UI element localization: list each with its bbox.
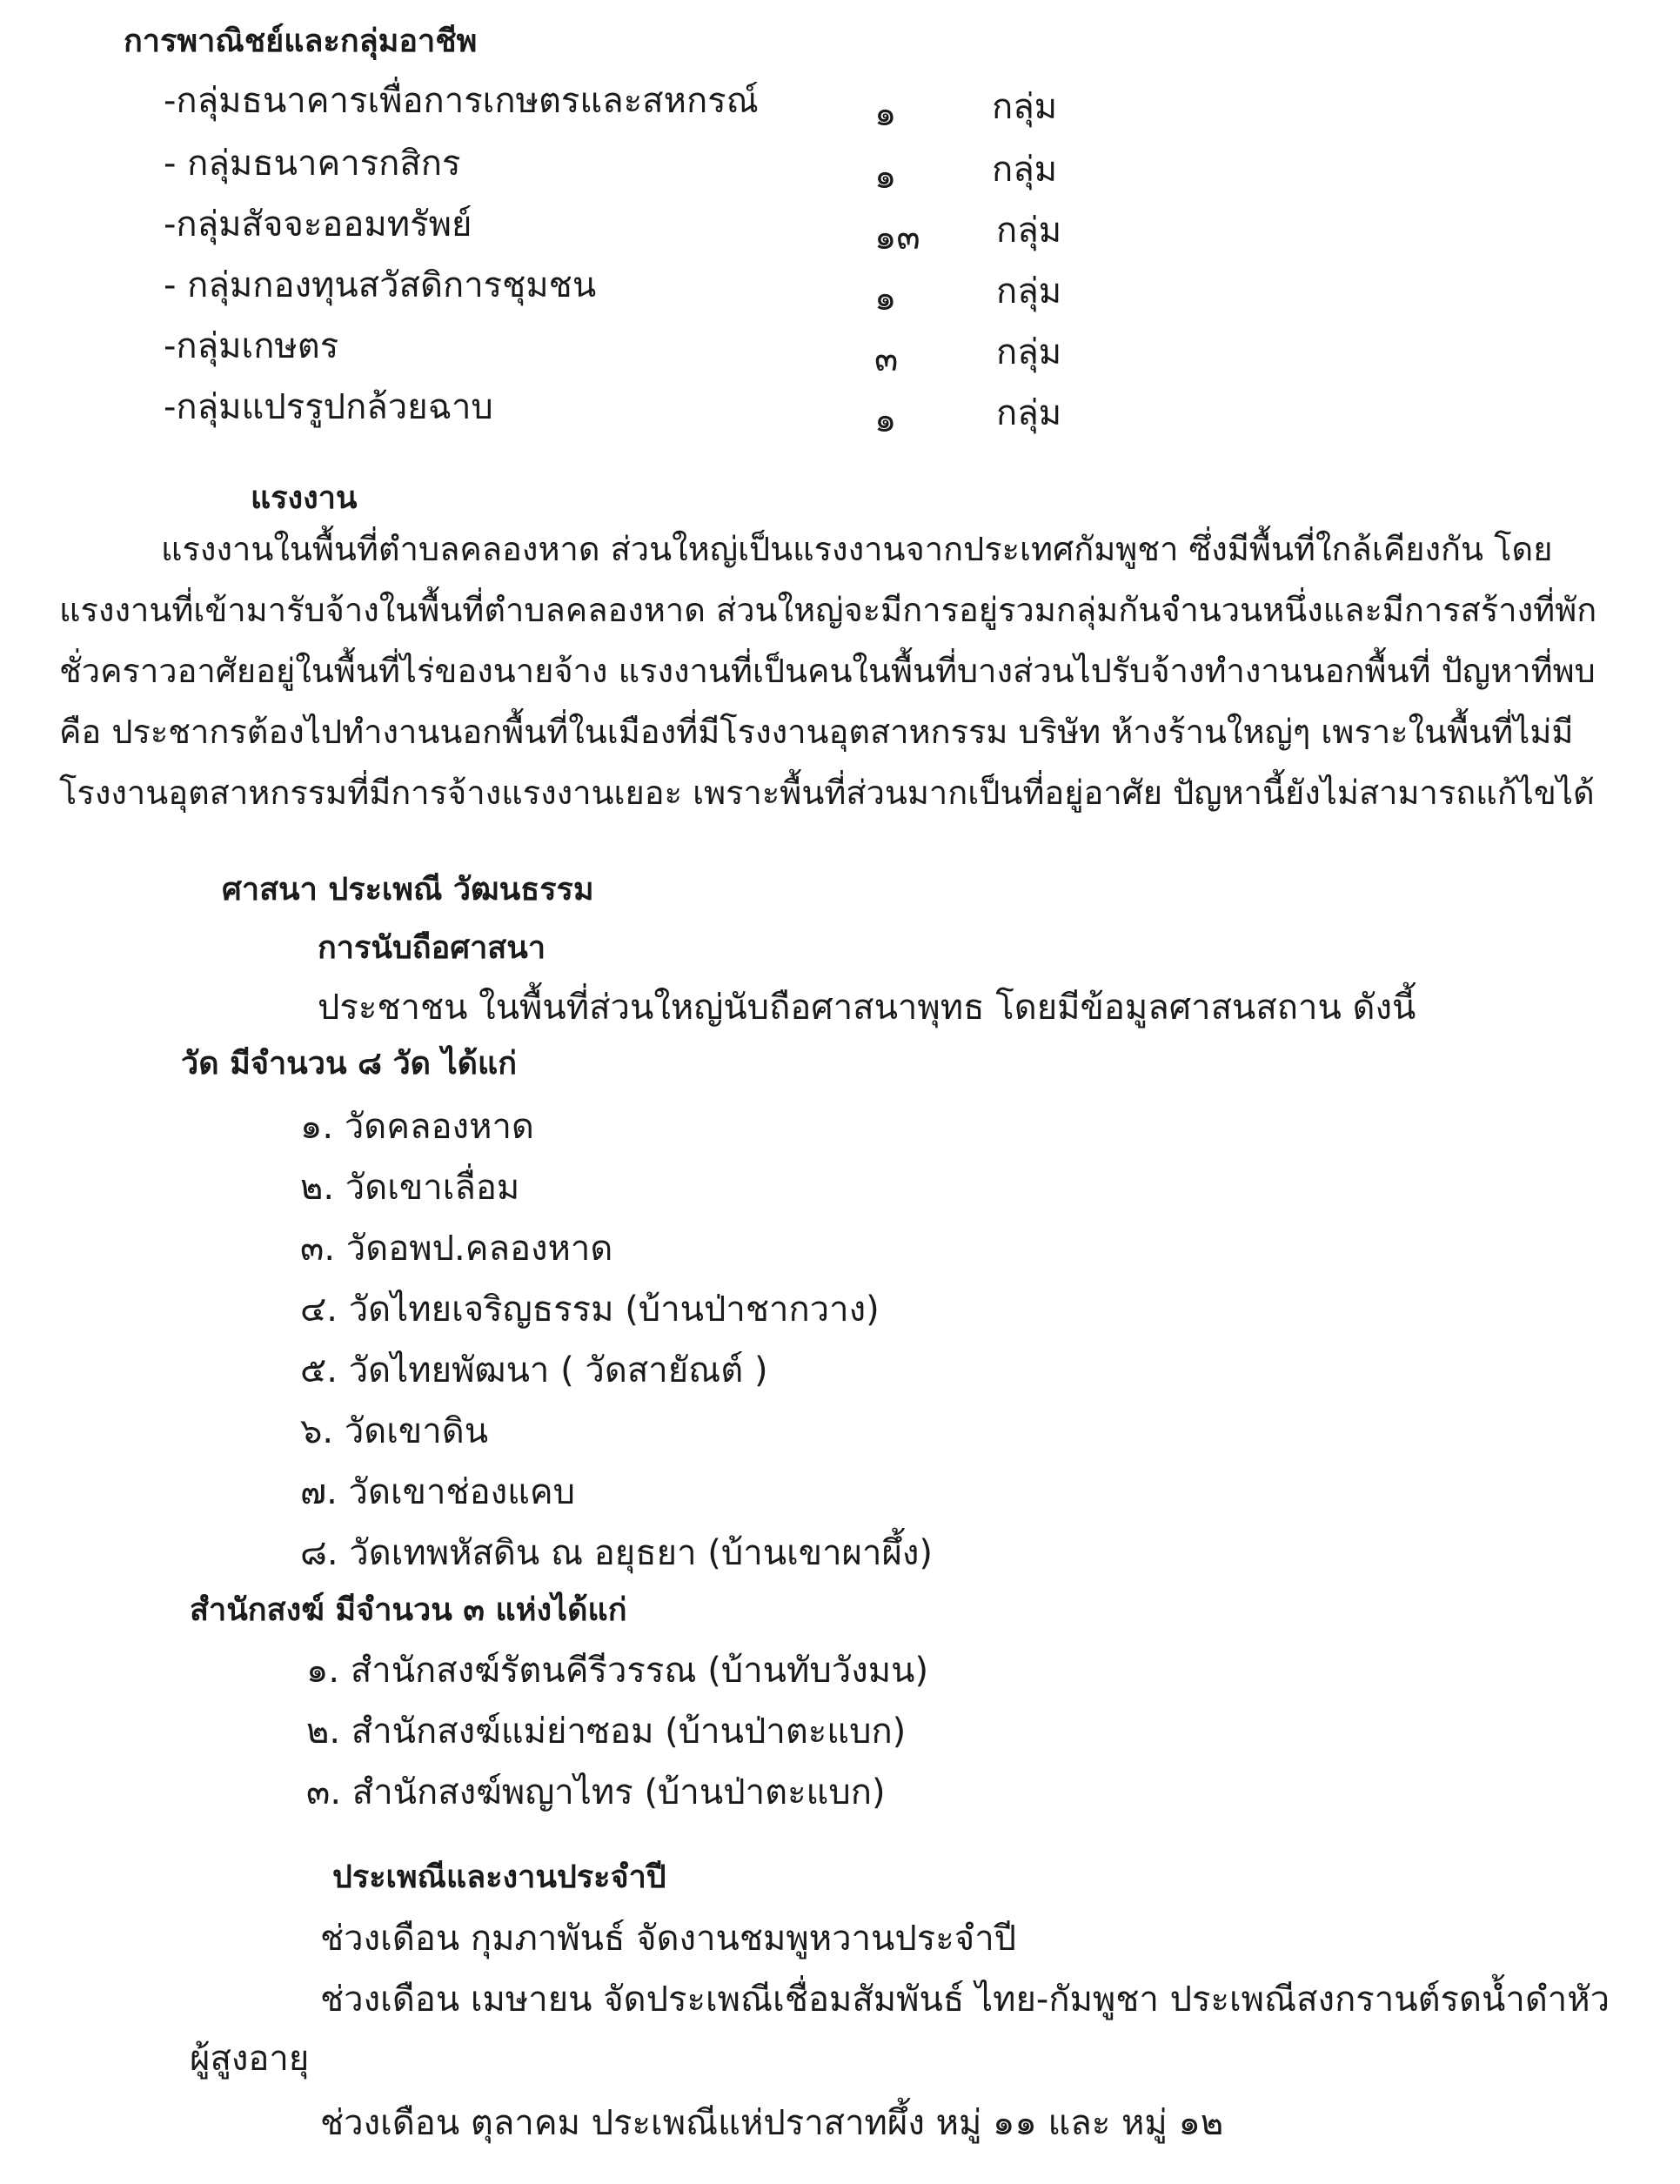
group-unit: กลุ่ม [996, 393, 1062, 433]
list-item: ๑. สำนักสงฆ์รัตนคีรีวรรณ (บ้านทับวังมน) [306, 1651, 929, 1691]
monasteries-heading: สำนักสงฆ์ มีจำนวน ๓ แห่งได้แก่ [190, 1592, 627, 1628]
list-item: ๑. วัดคลองหาด [300, 1107, 534, 1147]
religion-subheading: การนับถือศาสนา [318, 930, 546, 966]
tradition-line: ช่วงเดือน ตุลาคม ประเพณีแห่ปราสาทผึ้ง หมู่ ๑๑ และ หมู่ ๑๒ [320, 2103, 1224, 2143]
list-item: ๒. สำนักสงฆ์แม่ย่าซอม (บ้านป่าตะแบก) [306, 1712, 907, 1752]
group-count: ๑ [874, 94, 897, 134]
temples-heading: วัด มีจำนวน ๘ วัด ได้แก่ [181, 1046, 518, 1082]
group-name: -กลุ่มเกษตร [164, 326, 339, 366]
group-count: ๑ [874, 278, 897, 318]
group-count: ๓ [874, 339, 899, 379]
labor-line: คือ ประชากรต้องไปทำงานนอกพื้นที่ในเมืองที่มีโรงงานอุตสาหกรรม บริษัท ห้างร้านใหญ่ๆ เพราะในพื้นที่ไม่มี [59, 713, 1574, 751]
group-unit: กลุ่ม [996, 332, 1062, 372]
tradition-line: ช่วงเดือน เมษายน จัดประเพณีเชื่อมสัมพันธ์ ไทย-กัมพูชา ประเพณีสงกรานต์รดน้ำดำหัว [320, 1980, 1610, 2020]
religion-intro: ประชาชน ในพื้นที่ส่วนใหญ่นับถือศาสนาพุทธ โดยมีข้อมูลศาสนสถาน ดังนี้ [318, 988, 1416, 1028]
list-item: ๔. วัดไทยเจริญธรรม (บ้านป่าชากวาง) [300, 1290, 880, 1330]
list-item: ๓. สำนักสงฆ์พญาไทร (บ้านป่าตะแบก) [306, 1772, 886, 1812]
group-count: ๑ [874, 157, 897, 197]
traditions-heading: ประเพณีและงานประจำปี [332, 1859, 666, 1895]
group-name: -กลุ่มสัจจะออมทรัพย์ [164, 204, 472, 245]
group-name: - กลุ่มธนาคารกสิกร [164, 144, 461, 184]
list-item: ๗. วัดเขาช่องแคบ [300, 1472, 576, 1512]
group-unit: กลุ่ม [996, 271, 1062, 312]
religion-heading: ศาสนา ประเพณี วัฒนธรรม [222, 872, 594, 908]
list-item: ๖. วัดเขาดิน [300, 1411, 489, 1451]
commerce-heading: การพาณิชย์และกลุ่มอาชีพ [124, 23, 478, 59]
labor-heading: แรงงาน [251, 480, 358, 516]
group-count: ๑๓ [874, 218, 920, 258]
labor-line: แรงงานที่เข้ามารับจ้างในพื้นที่ตำบลคลองหาด ส่วนใหญ่จะมีการอยู่รวมกลุ่มกันจำนวนหนึ่งและมีการสร้างที่พัก [59, 591, 1597, 629]
list-item: ๓. วัดอพป.คลองหาด [300, 1229, 613, 1269]
list-item: ๕. วัดไทยพัฒนา ( วัดสายัณต์ ) [300, 1350, 768, 1390]
list-item: ๒. วัดเขาเลื่อม [300, 1168, 520, 1208]
group-name: - กลุ่มกองทุนสวัสดิการชุมชน [164, 265, 597, 305]
tradition-line: ผู้สูงอายุ [190, 2039, 310, 2079]
group-unit: กลุ่ม [992, 150, 1058, 190]
group-name: -กลุ่มแปรรูปกล้วยฉาบ [164, 387, 493, 427]
list-item: ๘. วัดเทพหัสดิน ณ อยุธยา (บ้านเขาผาผึ้ง) [300, 1533, 934, 1573]
group-unit: กลุ่ม [996, 211, 1062, 251]
group-count: ๑ [874, 400, 897, 440]
group-unit: กลุ่ม [992, 87, 1058, 127]
tradition-line: ช่วงเดือน กุมภาพันธ์ จัดงานชมพูหวานประจำปี [320, 1919, 1017, 1959]
labor-line: แรงงานในพื้นที่ตำบลคลองหาด ส่วนใหญ่เป็นแรงงานจากประเทศกัมพูชา ซึ่งมีพื้นที่ใกล้เคียงกัน โดย [161, 530, 1553, 568]
group-name: -กลุ่มธนาคารเพื่อการเกษตรและสหกรณ์ [164, 81, 759, 121]
labor-line: ชั่วคราวอาศัยอยู่ในพื้นที่ไร่ของนายจ้าง แรงงานที่เป็นคนในพื้นที่บางส่วนไปรับจ้างทำงานนอกพื้นที่ ปัญหาที่พบ [59, 652, 1596, 690]
labor-line: โรงงานอุตสาหกรรมที่มีการจ้างแรงงานเยอะ เพราะพื้นที่ส่วนมากเป็นที่อยู่อาศัย ปัญหานี้ยังไม่สามารถแก้ไขได้ [59, 774, 1595, 812]
